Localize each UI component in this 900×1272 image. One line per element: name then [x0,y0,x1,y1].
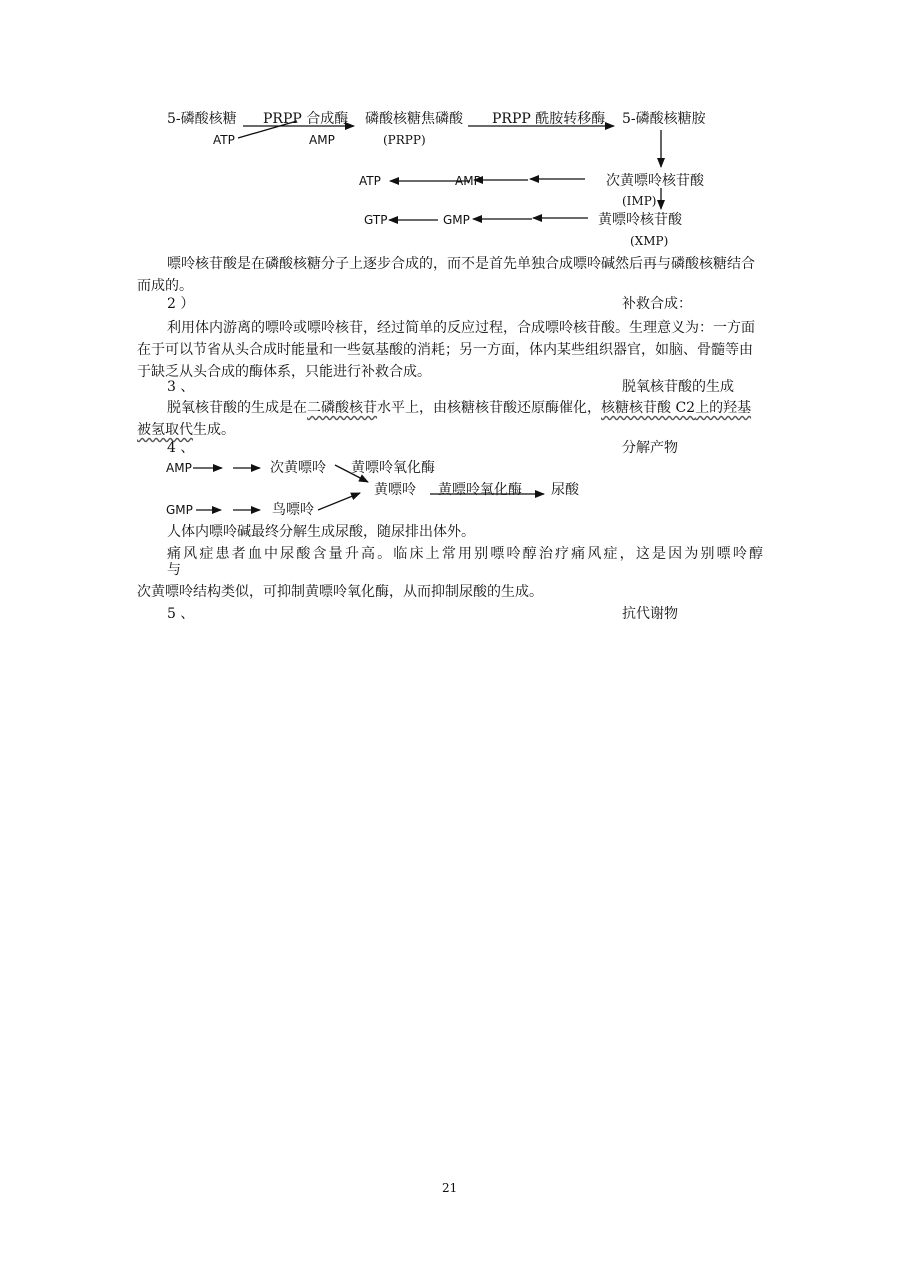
section2-title: 补救合成： [622,296,692,312]
xmp-abbr-label: (XMP) [630,234,669,248]
arrow-guanine-to-xanthine [318,493,360,510]
section4-number: 4 、 [167,440,195,456]
deoxy-part-2: 二磷酸核苷 [307,400,377,416]
hypoxanthine-label: 次黄嘌呤 [270,460,326,476]
uric-acid-label: 尿酸 [551,482,579,498]
xanthine-oxidase-2-label: 黄嘌呤氧化酶 [438,482,522,498]
prpp-synthase-label: PRPP 合成酶 [263,111,349,127]
para-gout-line1: 痛风症患者血中尿酸含量升高。临床上常用别嘌呤醇治疗痛风症，这是因为别嘌呤醇 [167,546,763,562]
deoxy-part-4: 核糖核苷酸 C2 [601,400,696,416]
prpp-abbr-label: (PRPP) [383,133,426,147]
para-uric: 人体内嘌呤碱最终分解生成尿酸，随尿排出体外。 [167,524,475,540]
gtp-label: GTP [364,213,388,227]
deoxy-part-3: 水平上，由核糖核苷酸还原酶催化， [377,400,601,416]
deoxy-part-1: 脱氧核苷酸的生成是在 [167,400,307,416]
atp2-label: ATP [359,174,381,188]
guanine-label: 鸟嘌呤 [272,502,314,518]
para-gout-line2: 与 [167,562,181,578]
prpp-amidotransferase-label: PRPP 酰胺转移酶 [492,111,606,127]
deoxy-part-5: 上的羟基被氢取代 [137,400,752,438]
para-gout-line3: 次黄嘌呤结构类似，可抑制黄嘌呤氧化酶，从而抑制尿酸的生成。 [137,584,543,600]
prpp-full-label: 磷酸核糖焦磷酸 [365,111,463,127]
section3-number: 3 、 [167,379,195,395]
section2-number: 2 ） [167,296,195,312]
section4-title: 分解产物 [622,440,678,456]
catab-amp-label: AMP [166,461,192,475]
section5-title: 抗代谢物 [622,606,678,622]
para-salvage: 利用体内游离的嘌呤或嘌呤核苷，经过简单的反应过程，合成嘌呤核苷酸。生理意义为：一方面在于可以节省从头合成时能量和一些氨基酸的消耗；另一方面，体内某些组织器官，如脑、骨髓等由于缺乏从头合成的酶体系，只能进行补救合成。 [137,320,755,380]
xanthine-label: 黄嘌呤 [374,482,416,498]
catab-gmp-label: GMP [166,503,193,517]
section3-title: 脱氧核苷酸的生成 [622,379,734,395]
para-denovo: 嘌呤核苷酸是在磷酸核糖分子上逐步合成的，而不是首先单独合成嘌呤碱然后再与磷酸核糖结合而成的。 [137,256,755,294]
gmp-label: GMP [443,213,470,227]
page-number: 21 [442,1181,458,1195]
xanthine-oxidase-1-label: 黄嘌呤氧化酶 [351,460,435,476]
imp-abbr-label: (IMP) [622,194,657,208]
pra-label: 5-磷酸核糖胺 [622,111,706,127]
imp-name-label: 次黄嘌呤核苷酸 [606,173,704,189]
xmp-name-label: 黄嘌呤核苷酸 [598,212,682,228]
para-deoxy [137,397,763,441]
atp-label: ATP [213,133,235,147]
amp-label: AMP [309,133,335,147]
deoxy-part-6: 生成。 [193,422,235,438]
r5p-label: 5-磷酸核糖 [167,111,237,127]
amp2-label: AMP [455,174,481,188]
section5-number: 5 、 [167,606,195,622]
